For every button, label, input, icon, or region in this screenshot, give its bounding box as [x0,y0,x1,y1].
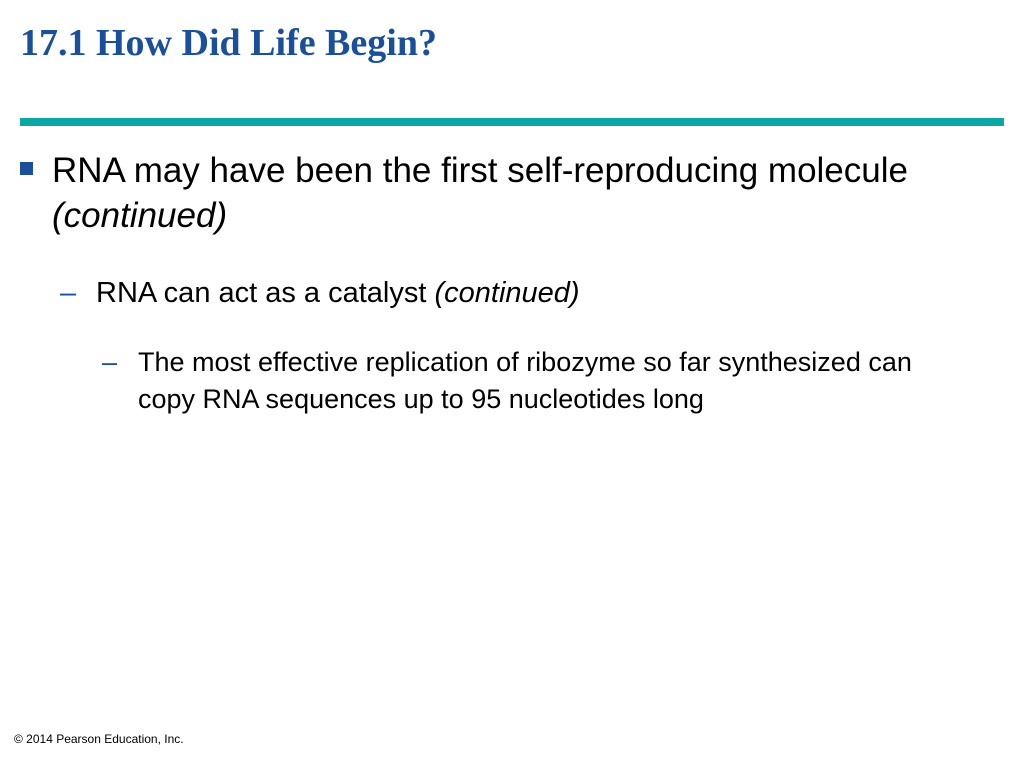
bullet-level-3-text: The most effective replication of ribozyme so far synthesized can copy RNA sequences up to 95 nucleotides long [138,347,912,414]
bullet-level-1-note: (continued) [52,196,228,235]
copyright-footer: © 2014 Pearson Education, Inc. [14,732,184,746]
bullet-level-2 [60,274,980,312]
dash-bullet-icon: – [102,347,118,377]
title-divider [20,118,1004,126]
bullet-level-1-text [52,148,980,238]
bullet-level-1 [20,148,980,238]
bullet-level-3 [102,344,922,418]
bullet-level-1-main: RNA may have been the first self-reproducing molecule [52,151,908,190]
square-bullet-icon [20,162,33,175]
bullet-level-2-note: (continued) [434,277,580,309]
bullet-level-2-text [96,274,980,312]
dash-bullet-icon: – [60,277,77,309]
slide-title: 17.1 How Did Life Begin? [20,22,437,64]
bullet-level-2-main: RNA can act as a catalyst [96,277,427,309]
